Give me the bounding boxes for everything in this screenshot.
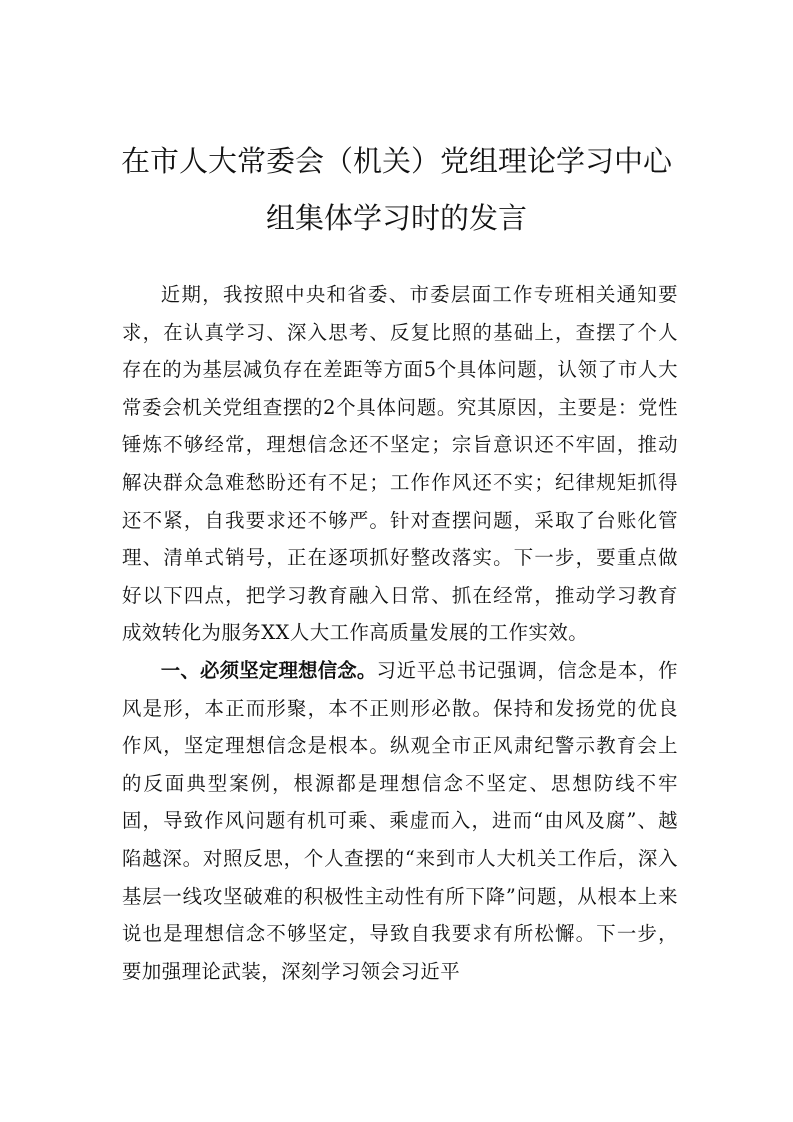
- document-title-line-2: 组集体学习时的发言: [265, 201, 527, 235]
- paragraph-section-1: [122, 652, 678, 990]
- paragraph-intro: [122, 276, 678, 652]
- paragraph-intro-text: 近期，我按照中央和省委、市委层面工作专班相关通知要求，在认真学习、深入思考、反复比照的基础上，查摆了个人存在的为基层减负存在差距等方面5个具体问题，认领了市人大常委会机关党组查摆的2个具体问题。究其原因，主要是：党性锤炼不够经常，理想信念还不坚定；宗旨意识还不牢固，推动解决群众急难愁盼还有不足；工作作风还不实；纪律规矩抓得还不紧，自我要求还不够严。针对查摆问题，采取了台账化管理、清单式销号，正在逐项抓好整改落实。下一步，要重点做好以下四点，把学习教育融入日常、抓在经常，推动学习教育成效转化为服务XX人大工作高质量发展的工作实效。: [122, 283, 678, 645]
- document-title-line-1: 在市人大常委会（机关）党组理论学习中心: [120, 144, 672, 178]
- section-1-heading: 一、必须坚定理想信念。: [160, 658, 377, 682]
- document-body: [122, 276, 678, 990]
- section-1-text: 习近平总书记强调，信念是本，作风是形，本正而形聚，本不正则形必散。保持和发扬党的优良作风，坚定理想信念是根本。纵观全市正风肃纪警示教育会上的反面典型案例，根源都是理想信念不坚定、思想防线不牢固，导致作风问题有机可乘、乘虚而入，进而“由风及腐”、越陷越深。对照反思，个人查摆的“来到市人大机关工作后，深入基层一线攻坚破难的积极性主动性有所下降”问题，从根本上来说也是理想信念不够坚定，导致自我要求有所松懈。下一步，要加强理论武装，深刻学习领会习近平: [122, 658, 679, 983]
